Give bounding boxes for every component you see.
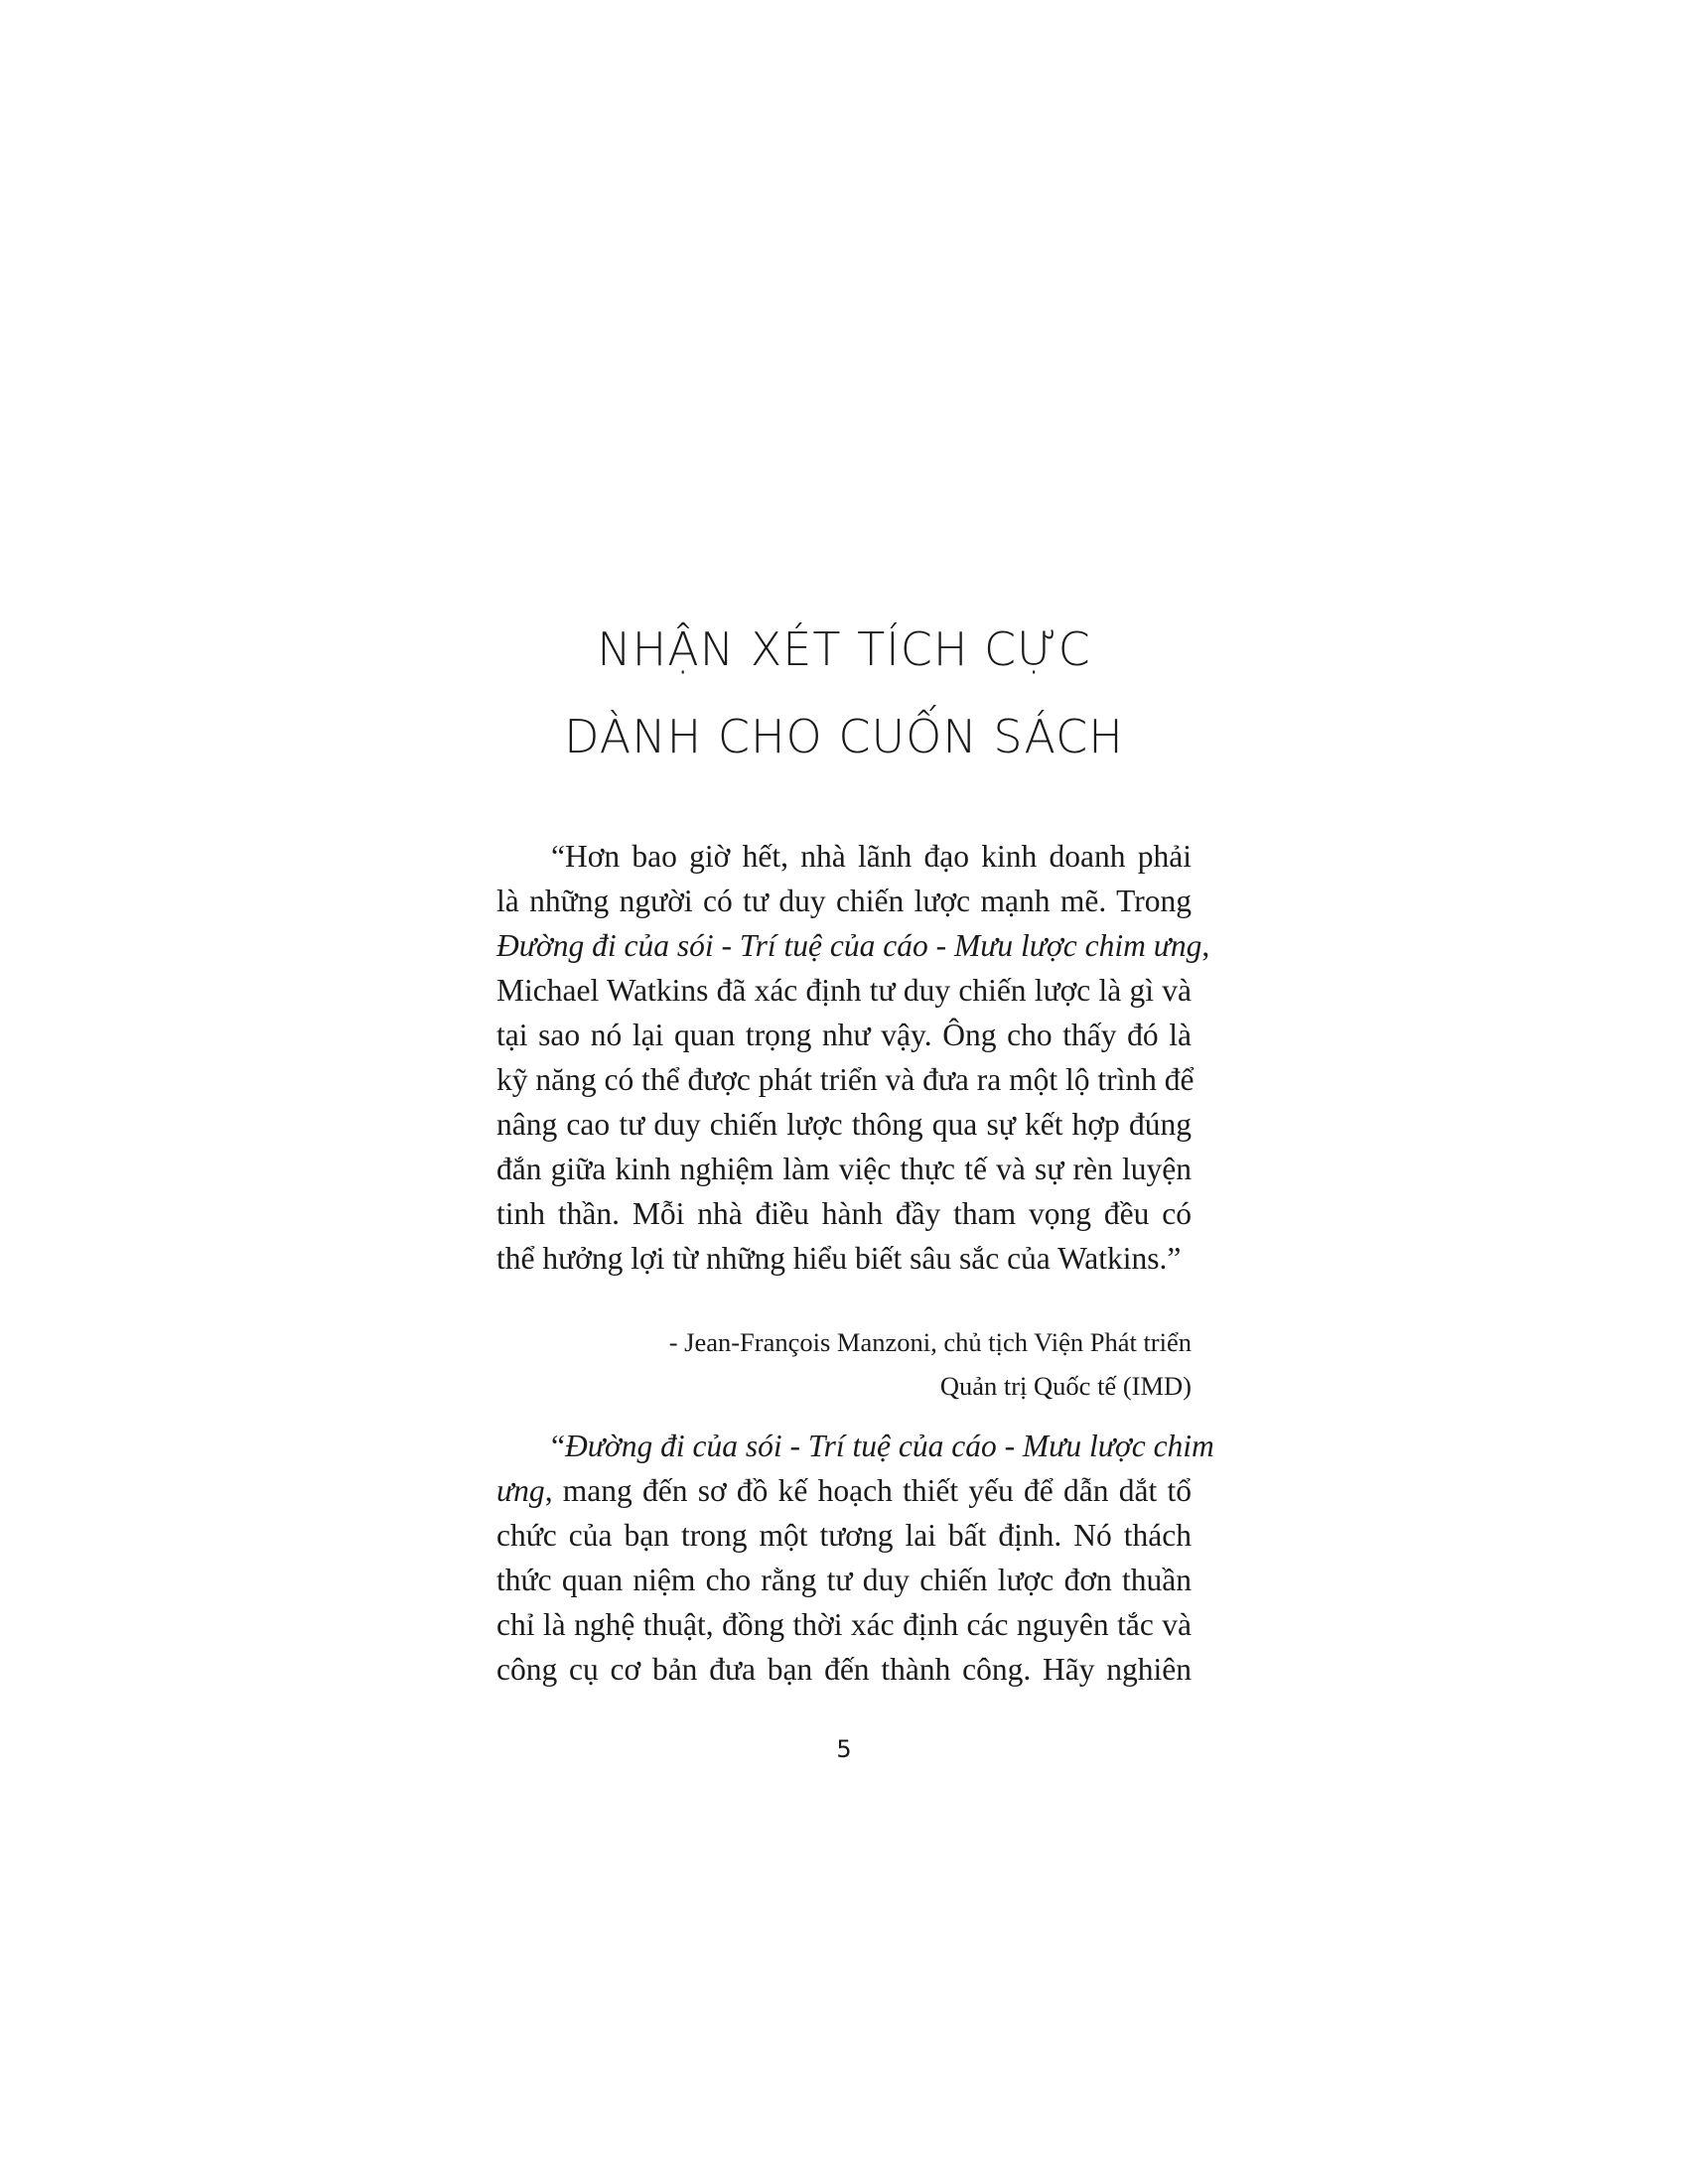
quote-2-line: chỉ là nghệ thuật, đồng thời xác định các nguyên tắc và xyxy=(496,1607,1192,1642)
quote-2-line xyxy=(496,1468,1192,1513)
quote-1-line: Michael Watkins đã xác định tư duy chiến lược là gì và xyxy=(496,973,1192,1008)
attribution-1 xyxy=(496,1320,1192,1408)
quote-1-line: “Hơn bao giờ hết, nhà lãnh đạo kinh doanh phải xyxy=(551,839,1192,874)
page-heading xyxy=(0,606,1688,780)
quote-1-line xyxy=(496,923,1210,968)
quote-1-line-rest: , xyxy=(1201,928,1210,963)
quote-2-line: công cụ cơ bản đưa bạn đến thành công. Hãy nghiên xyxy=(496,1652,1192,1687)
quote-2-line: thức quan niệm cho rằng tư duy chiến lược đơn thuần xyxy=(496,1563,1192,1597)
page-number: 5 xyxy=(836,1735,852,1763)
quote-1-line: tinh thần. Mỗi nhà điều hành đầy tham vọng đều có xyxy=(496,1196,1192,1231)
quote-1-line: nâng cao tư duy chiến lược thông qua sự kết hợp đúng xyxy=(496,1107,1192,1142)
quote-2-line: chức của bạn trong một tương lai bất định. Nó thách xyxy=(496,1518,1192,1553)
heading-line-1: NHẬN XÉT TÍCH CỰC xyxy=(597,622,1091,676)
quote-1-line: đắn giữa kinh nghiệm làm việc thực tế và sự rèn luyện xyxy=(496,1152,1192,1186)
quote-1-line: kỹ năng có thể được phát triển và đưa ra một lộ trình để xyxy=(496,1062,1195,1097)
quote-2-line-rest: , mang đến sơ đồ kế hoạch thiết yếu để dẫn dắt tổ xyxy=(544,1473,1192,1508)
quote-1-line: là những người có tư duy chiến lược mạnh mẽ. Trong xyxy=(496,884,1192,918)
book-title-italic: Đường đi của sói - Trí tuệ của cáo - Mưu lược chim xyxy=(564,1429,1214,1463)
open-quote-mark: “ xyxy=(551,1429,565,1463)
quote-1-line: thể hưởng lợi từ những hiểu biết sâu sắc của Watkins.” xyxy=(496,1241,1182,1276)
quote-1-line: tại sao nó lại quan trọng như vậy. Ông cho thấy đó là xyxy=(496,1018,1192,1052)
book-title-italic: ưng xyxy=(496,1473,545,1508)
quote-1 xyxy=(496,834,1210,1281)
quote-2-line xyxy=(496,1424,1214,1468)
heading-line-2: DÀNH CHO CUỐN SÁCH xyxy=(564,710,1124,763)
attribution-1-line-1: - Jean-François Manzoni, chủ tịch Viện Phát triển xyxy=(668,1327,1192,1357)
quote-2 xyxy=(496,1424,1214,1692)
attribution-1-line-2: Quản trị Quốc tế (IMD) xyxy=(939,1371,1192,1401)
book-title-italic: Đường đi của sói - Trí tuệ của cáo - Mưu lược chim ưng xyxy=(496,928,1202,963)
